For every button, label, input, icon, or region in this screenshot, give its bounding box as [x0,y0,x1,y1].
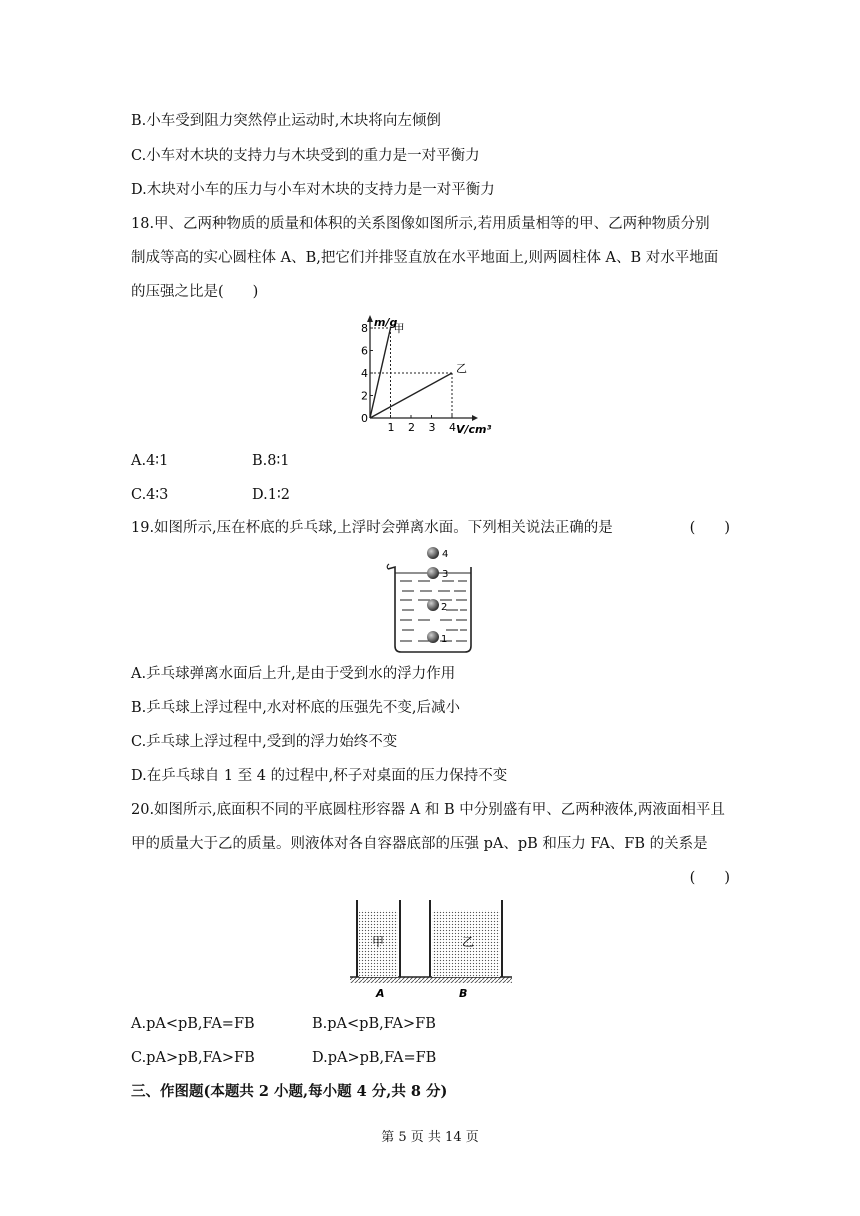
ball-3 [427,567,439,579]
ball-label-3: 3 [442,569,449,580]
series-label-yi: 乙 [456,362,467,375]
q18-stem-line3: 的压强之比是( ) [131,284,259,300]
q18-option-a: A.4∶1 [131,453,169,469]
q18-option-d: D.1∶2 [252,487,290,503]
y-tick-label: 4 [361,367,368,380]
x-axis-label: V/cm³ [456,423,492,436]
ball-label-1: 1 [441,634,448,645]
liquid-yi-label: 乙 [462,935,475,949]
y-tick-label: 8 [361,322,368,335]
container-b-label: B [459,987,468,1000]
q20-answer-paren: ( ) [689,870,730,886]
ball-1 [427,631,439,643]
container-a-label: A [376,987,385,1000]
y-axis-label: m/g [374,316,398,329]
series-label-jia: 甲 [393,322,405,335]
q19-answer-paren: ( ) [689,520,730,536]
q20-option-a: A.pA<pB,FA=FB [131,1016,255,1032]
q18-stem-line2: 制成等高的实心圆柱体 A、B,把它们并排竖直放在水平地面上,则两圆柱体 A、B 对水平地面 [131,250,719,266]
q18-stem-line1: 18.甲、乙两种物质的质量和体积的关系图像如图所示,若用质量相等的甲、乙两种物质分别 [131,216,710,232]
section-3-heading: 三、作图题(本题共 2 小题,每小题 4 分,共 8 分) [131,1083,448,1100]
q20-stem-line2: 甲的质量大于乙的质量。则液体对各自容器底部的压强 pA、pB 和压力 FA、FB 的关系是 [131,836,708,852]
q19-option-a: A.乒乓球弹离水面后上升,是由于受到水的浮力作用 [131,666,456,682]
x-tick-label: 3 [428,421,436,434]
q20-option-b: B.pA<pB,FA>FB [312,1016,436,1032]
containers-diagram [346,896,516,1006]
y-tick-label: 0 [361,412,368,425]
q17-option-c: C.小车对木块的支持力与木块受到的重力是一对平衡力 [131,148,480,164]
ball-2 [427,599,439,611]
beaker-diagram [380,542,480,658]
ground-hatch [350,977,512,983]
y-tick-label: 6 [361,344,368,358]
q17-option-d: D.木块对小车的压力与小车对木块的支持力是一对平衡力 [131,182,495,198]
q20-stem-line1: 20.如图所示,底面积不同的平底圆柱形容器 A 和 B 中分别盛有甲、乙两种液体,两液面相平且 [131,802,725,818]
q19-option-c: C.乒乓球上浮过程中,受到的浮力始终不变 [131,734,398,750]
ball-4 [427,547,439,559]
x-tick-label: 4 [449,421,456,434]
q20-option-d: D.pA>pB,FA=FB [312,1050,437,1066]
series-line-yi [370,373,452,418]
ball-label-2: 2 [441,602,448,613]
ball-label-4: 4 [442,549,449,560]
q19-option-d: D.在乒乓球自 1 至 4 的过程中,杯子对桌面的压力保持不变 [131,768,508,784]
q18-option-c: C.4∶3 [131,487,169,503]
x-axis-arrow [472,415,478,421]
x-tick-label: 2 [408,421,415,434]
liquid-jia-label: 甲 [372,935,385,949]
q19-option-b: B.乒乓球上浮过程中,水对杯底的压强先不变,后减小 [131,700,460,716]
q18-option-b: B.8∶1 [252,453,290,469]
q17-option-b: B.小车受到阻力突然停止运动时,木块将向左倾倒 [131,113,441,129]
q20-option-c: C.pA>pB,FA>FB [131,1050,255,1066]
y-tick-label: 2 [361,389,368,403]
page-footer: 第 5 页 共 14 页 [381,1130,479,1145]
mass-volume-graph [352,308,512,438]
q19-stem: 19.如图所示,压在杯底的乒乓球,上浮时会弹离水面。下列相关说法正确的是 [131,520,613,536]
y-axis-arrow [367,315,373,322]
x-tick-label: 1 [387,421,395,434]
